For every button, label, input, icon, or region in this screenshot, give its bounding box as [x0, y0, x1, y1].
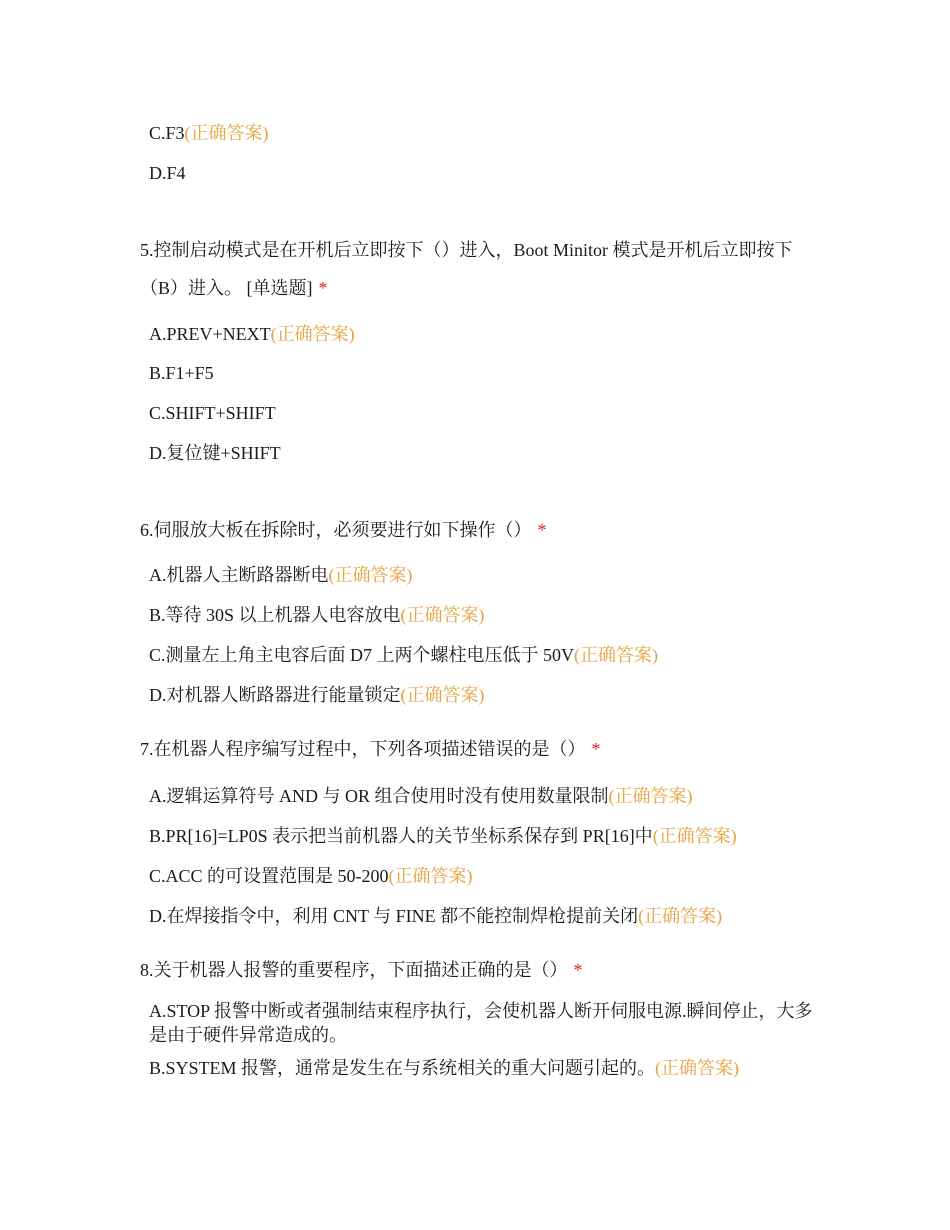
correct-answer-tag: (正确答案) [608, 786, 693, 806]
option-item: C.SHIFT+SHIFT [149, 403, 276, 423]
option-item: B.PR[16]=LP0S 表示把当前机器人的关节坐标系保存到 PR[16]中(正确答案) [149, 826, 737, 846]
question-title: 7.在机器人程序编写过程中，下列各项描述错误的是（） * [140, 739, 601, 759]
option-item: A.机器人主断路器断电(正确答案) [149, 565, 413, 585]
correct-answer-tag: (正确答案) [655, 1058, 740, 1078]
correct-answer-tag: (正确答案) [574, 645, 659, 665]
option-item: B.F1+F5 [149, 363, 214, 383]
option-item: A.逻辑运算符号 AND 与 OR 组合使用时没有使用数量限制(正确答案) [149, 786, 693, 806]
question-title: 5.控制启动模式是在开机后立即按下（）进入，Boot Minitor 模式是开机后立即按下（B）进入。 [单选题] * [140, 240, 793, 298]
correct-answer-tag: (正确答案) [400, 685, 485, 705]
correct-answer-tag: (正确答案) [328, 565, 413, 585]
question-title: 6.伺服放大板在拆除时，必须要进行如下操作（） * [140, 520, 547, 540]
option-item: D.复位键+SHIFT [149, 443, 281, 463]
correct-answer-tag: (正确答案) [270, 324, 355, 344]
option-item: C.F3(正确答案) [149, 123, 269, 143]
required-asterisk: * [591, 739, 601, 759]
required-asterisk: * [573, 960, 583, 980]
required-asterisk: * [318, 278, 328, 298]
option-item: A.STOP 报警中断或者强制结束程序执行，会使机器人断开伺服电源.瞬间停止，大多是由于硬件异常造成的。 [149, 1001, 813, 1045]
question-title: 8.关于机器人报警的重要程序，下面描述正确的是（） * [140, 960, 583, 980]
correct-answer-tag: (正确答案) [184, 123, 269, 143]
option-item: B.SYSTEM 报警，通常是发生在与系统相关的重大问题引起的。(正确答案) [149, 1058, 740, 1078]
correct-answer-tag: (正确答案) [400, 605, 485, 625]
required-asterisk: * [537, 520, 547, 540]
option-item: B.等待 30S 以上机器人电容放电(正确答案) [149, 605, 485, 625]
option-item: C.测量左上角主电容后面 D7 上两个螺柱电压低于 50V(正确答案) [149, 645, 659, 665]
option-item: D.在焊接指令中，利用 CNT 与 FINE 都不能控制焊枪提前关闭(正确答案) [149, 906, 723, 926]
option-item: A.PREV+NEXT(正确答案) [149, 324, 355, 344]
correct-answer-tag: (正确答案) [638, 906, 723, 926]
option-item: D.F4 [149, 163, 186, 183]
correct-answer-tag: (正确答案) [388, 866, 473, 886]
option-item: C.ACC 的可设置范围是 50-200(正确答案) [149, 866, 473, 886]
correct-answer-tag: (正确答案) [652, 826, 737, 846]
option-item: D.对机器人断路器进行能量锁定(正确答案) [149, 685, 485, 705]
